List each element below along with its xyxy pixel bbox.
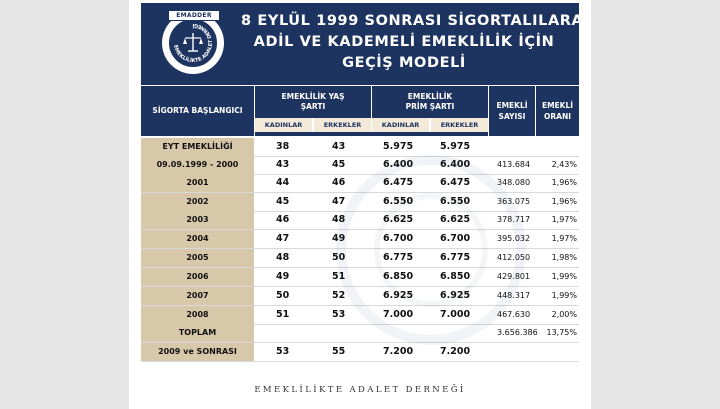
cell-prim-m: 6.925	[440, 290, 471, 301]
page-title	[241, 11, 584, 74]
cell-rate: 2,43%	[551, 160, 577, 169]
cell-count: 378.717	[497, 215, 531, 224]
cell-age-w: 45	[276, 196, 290, 207]
row-label: 09.09.1999 - 2000	[141, 156, 254, 174]
footer-organization: EMEKLİLİKTE ADALET DERNEĞİ	[254, 385, 466, 395]
row-label: 2009 ve SONRASI	[141, 343, 254, 361]
association-logo	[162, 12, 224, 74]
cell-age-m: 52	[332, 290, 346, 301]
cell-age-m: 49	[332, 233, 346, 244]
column-header-age: EMEKLİLİK YAŞ ŞARTI	[255, 86, 371, 118]
cell-rate: 1,96%	[551, 178, 577, 187]
cell-rate	[537, 138, 577, 156]
cell-rate: 1,97%	[551, 234, 577, 243]
cell-prim-w: 6.625	[383, 214, 414, 225]
subheader-prim-men: ERKEKLER	[431, 118, 488, 132]
cell-prim-m: 6.700	[440, 233, 471, 244]
row-label: 2005	[141, 249, 254, 267]
column-header-count: EMEKLİ SAYISI	[489, 86, 535, 136]
cell-age-m: 55	[332, 346, 346, 357]
cell-rate: 2,00%	[551, 310, 577, 319]
cell-rate	[537, 343, 577, 361]
column-header-prim: EMEKLİLİK PRİM ŞARTI	[372, 86, 488, 118]
logo-brand-text: EMADDER	[168, 10, 220, 21]
cell-age-m: 45	[332, 159, 346, 170]
row-label: 2008	[141, 306, 254, 324]
title-line-1: 8 EYLÜL 1999 SONRASI SİGORTALILARA	[241, 13, 584, 29]
cell-age-m: 51	[332, 271, 346, 282]
cell-prim-m: 6.400	[440, 159, 471, 170]
subheader-age-men: ERKEKLER	[314, 118, 371, 132]
cell-age-w: 49	[276, 271, 290, 282]
svg-text:EMEKLİLİKTE ADALET DERNEĞİ: EMEKLİLİKTE ADALET DERNEĞİ	[172, 21, 215, 65]
cell-prim-w: 6.550	[383, 196, 414, 207]
cell-prim-w: 7.000	[383, 309, 414, 320]
subheader-age-women: KADINLAR	[255, 118, 312, 132]
cell-prim-w: 6.850	[383, 271, 414, 282]
cell-prim-w: 7.200	[383, 346, 414, 357]
cell-prim-w: 6.475	[383, 177, 414, 188]
cell-rate: 1,98%	[551, 253, 577, 262]
cell-count: 395.032	[497, 234, 531, 243]
cell-rate: 1,99%	[551, 291, 577, 300]
cell-count: 467.630	[497, 310, 531, 319]
cell-prim-w: 6.400	[383, 159, 414, 170]
cell-age-w: 50	[276, 290, 290, 301]
cell-count: 413.684	[497, 160, 531, 169]
cell-count: 429.801	[497, 272, 531, 281]
column-header-start: SİGORTA BAŞLANGICI	[141, 86, 254, 136]
cell-prim-w: 6.925	[383, 290, 414, 301]
cell-prim-m: 7.000	[440, 309, 471, 320]
row-label: 2006	[141, 268, 254, 286]
table-row	[141, 138, 579, 156]
cell-age-m	[328, 324, 368, 342]
cell-age-w: 53	[276, 346, 290, 357]
table-row	[141, 343, 579, 361]
subheader-prim-women: KADINLAR	[372, 118, 429, 132]
cell-age-m: 46	[332, 177, 346, 188]
cell-age-w: 51	[276, 309, 290, 320]
column-header-rate: EMEKLİ ORANI	[536, 86, 579, 136]
title-banner	[141, 3, 584, 85]
cell-rate: 13,75%	[546, 328, 577, 337]
cell-age-w: 43	[276, 159, 290, 170]
row-label: 2002	[141, 193, 254, 211]
infographic-page	[129, 0, 591, 409]
cell-rate: 1,97%	[551, 215, 577, 224]
cell-count: 448.317	[497, 291, 531, 300]
cell-age-m: 43	[332, 141, 346, 152]
title-line-2: ADİL VE KADEMELİ EMEKLİLİK İÇİN	[253, 34, 555, 50]
cell-age-w: 46	[276, 214, 290, 225]
cell-count	[493, 138, 537, 156]
row-label: 2001	[141, 174, 254, 192]
cell-prim-w: 6.700	[383, 233, 414, 244]
watermark-seal	[336, 155, 526, 345]
cell-age-m: 47	[332, 196, 346, 207]
cell-age-m: 48	[332, 214, 346, 225]
row-label: TOPLAM	[141, 324, 254, 342]
cell-prim-m: 6.850	[440, 271, 471, 282]
cell-age-w: 48	[276, 252, 290, 263]
cell-prim-m: 6.475	[440, 177, 471, 188]
cell-prim-w: 6.775	[383, 252, 414, 263]
row-label: 2007	[141, 287, 254, 305]
cell-age-m: 53	[332, 309, 346, 320]
cell-count: 363.075	[497, 197, 531, 206]
cell-age-w	[272, 324, 312, 342]
cell-prim-m: 7.200	[440, 346, 471, 357]
cell-count: 412.050	[497, 253, 531, 262]
cell-age-w: 44	[276, 177, 290, 188]
row-label: 2004	[141, 230, 254, 248]
row-label: 2003	[141, 211, 254, 229]
cell-age-w: 38	[276, 141, 290, 152]
cell-age-m: 50	[332, 252, 346, 263]
cell-prim-m: 6.625	[440, 214, 471, 225]
cell-count: 3.656.386	[497, 328, 538, 337]
cell-count	[493, 343, 537, 361]
table-row	[141, 156, 579, 174]
cell-prim-m: 6.775	[440, 252, 471, 263]
cell-prim-m: 5.975	[440, 141, 471, 152]
cell-prim-w: 5.975	[383, 141, 414, 152]
cell-rate: 1,99%	[551, 272, 577, 281]
cell-age-w: 47	[276, 233, 290, 244]
table-row	[141, 324, 579, 342]
row-label: EYT EMEKLİLİĞİ	[141, 138, 254, 156]
logo-seal-icon	[167, 17, 219, 69]
cell-prim-m: 6.550	[440, 196, 471, 207]
cell-rate: 1,96%	[551, 197, 577, 206]
title-line-3: GEÇİŞ MODELİ	[342, 55, 466, 71]
cell-count: 348.080	[497, 178, 531, 187]
